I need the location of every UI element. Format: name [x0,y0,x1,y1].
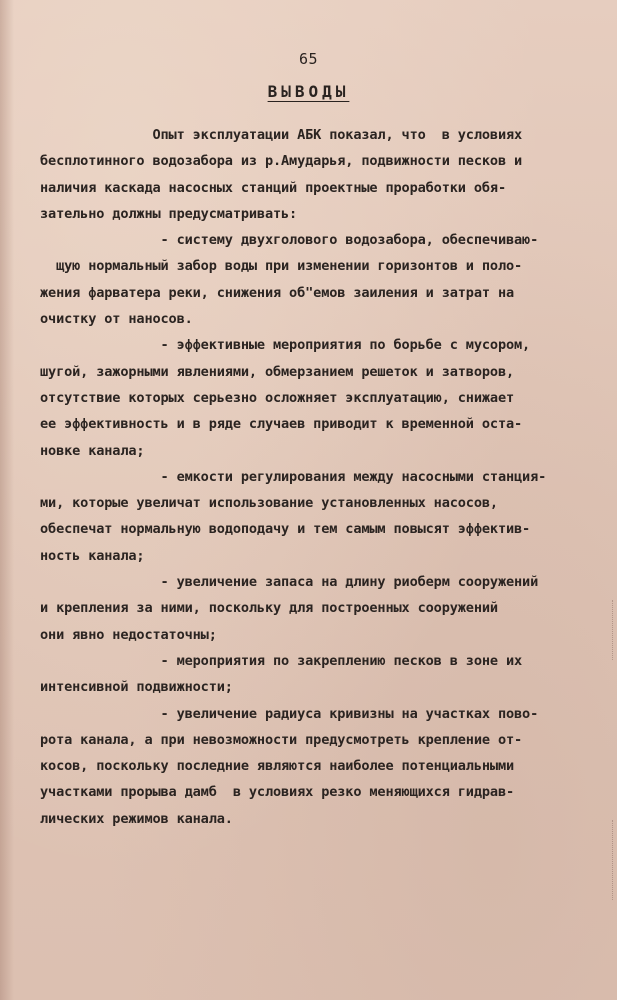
text-line: новке канала; [40,442,145,459]
text-line: - увеличение радиуса кривизны на участках пово- [40,705,539,722]
text-line: - систему двухголового водозабора, обеспечиваю- [40,232,539,249]
page-number: 65 [298,50,319,68]
text-line: лических режимов канала. [40,810,233,827]
text-line: Опыт эксплуатации АБК показал, что в условиях [40,127,523,143]
text-line: обеспечат нормальную водоподачу и тем самым повысят эффектив- [40,521,531,538]
text-line: щую нормальный забор воды при изменении горизонтов и поло- [40,258,523,275]
text-line: - увеличение запаса на длину риоберм сооружений [40,574,539,591]
text-line: интенсивной подвижности; [40,679,233,696]
text-line: зательно должны предусматривать: [40,205,298,222]
text-line: они явно недостаточны; [40,626,217,643]
text-line: ность канала; [40,547,145,564]
text-line: участками прорыва дамб в условиях резко меняющихся гидрав- [40,784,515,801]
paper-scratch-mark [602,600,613,660]
text-line: ми, которые увеличат использование установленных насосов, [40,495,498,512]
page-edge-shadow [0,0,14,1000]
text-line: ее эффективность и в ряде случаев приводит к временной оста- [40,416,523,433]
text-line: отсутствие которых серьезно осложняет эксплуатацию, снижает [40,389,515,406]
text-line: - эффективные мероприятия по борьбе с мусором, [40,337,531,354]
text-line: и крепления за ними, поскольку для построенных сооружений [40,600,498,617]
text-line: жения фарватера реки, снижения об"емов заиления и затрат на [40,284,515,301]
text-line: очистку от наносов. [40,311,193,328]
text-line: шугой, зажорными явлениями, обмерзанием решеток и затворов, [40,363,515,380]
text-line: - мероприятия по закреплению песков в зоне их [40,652,523,669]
body-text [40,122,600,832]
text-line: наличия каскада насосных станций проектные проработки обя- [40,179,506,196]
text-line: косов, поскольку последние являются наиболее потенциальными [40,758,515,775]
text-line: бесплотинного водозабора из р.Амударья, подвижности песков и [40,153,523,170]
text-line: рота канала, а при невозможности предусмотреть крепление от- [40,731,523,748]
section-heading [0,82,617,101]
section-heading-text: ВЫВОДЫ [267,82,350,101]
text-line: - емкости регулирования между насосными станция- [40,468,547,485]
paper-scratch-mark [602,820,613,900]
